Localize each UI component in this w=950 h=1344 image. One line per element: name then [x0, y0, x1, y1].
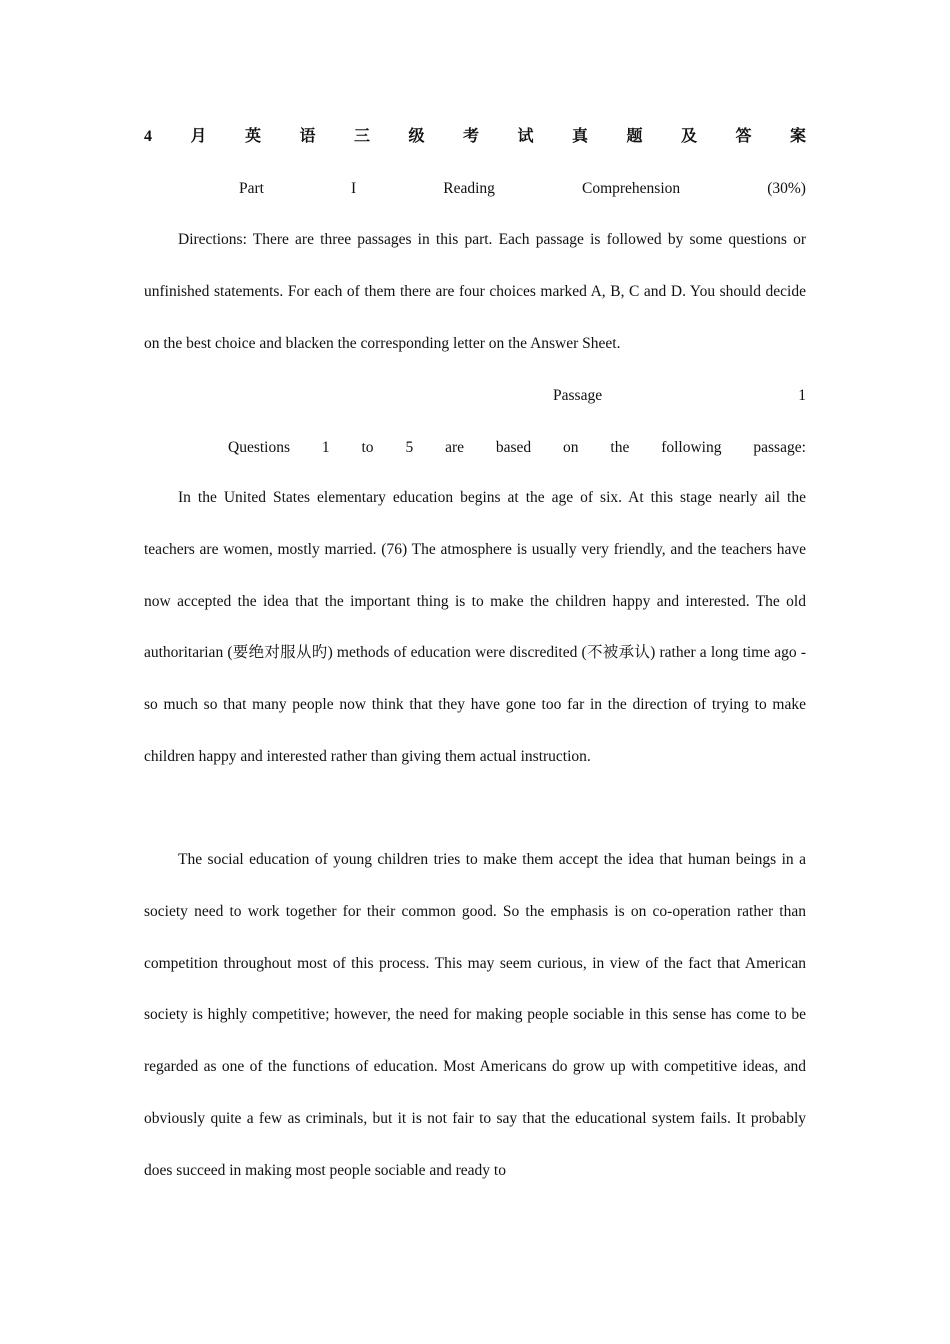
questions-intro-word: passage:	[753, 439, 806, 456]
passage-paragraph-1: In the United States elementary education begins at the age of six. At this stage nearly ail the teachers are women, mostly married. (76) The atmosphere is usually very friendly, and the teachers have now accepted the idea that the important thing is to make the children happy and interested. The old authoritarian (要绝对服从旳) methods of education were discredited (不被承认) rather a long time ago - so much so that many people now think that they have gone too far in the direction of trying to make children happy and interested rather than giving them actual instruction.	[144, 489, 806, 765]
title-char: 试	[517, 128, 534, 145]
questions-intro-word: to	[361, 439, 374, 456]
passage-heading-word: Passage	[553, 387, 603, 404]
questions-intro-word: based	[495, 439, 532, 456]
passage-paragraph-2: The social education of young children tries to make them accept the idea that human beings in a society need to work together for their common good. So the emphasis is on co-operation rather than competition throughout most of this process. This may seem curious, in view of the fact that American society is highly competitive; however, the need for making people sociable in this sense has come to be regarded as one of the functions of education. Most Americans do grow up with competitive ideas, and obviously quite a few as criminals, but it is not fair to say that the educational system fails. It probably does succeed in making most people sociable and ready to	[144, 851, 806, 1179]
questions-intro-word: 1	[321, 439, 330, 456]
title-char: 三	[353, 128, 370, 145]
passage-heading	[553, 386, 806, 406]
questions-intro-word: on	[563, 439, 579, 456]
questions-intro-word: the	[610, 439, 630, 456]
questions-intro-word: 5	[405, 439, 414, 456]
title-char: 语	[299, 128, 316, 145]
title-char: 真	[571, 128, 588, 145]
title-char: 4	[144, 128, 152, 145]
part-heading-word: Reading	[443, 180, 495, 197]
title-char: 级	[408, 128, 425, 145]
part-heading	[239, 179, 806, 199]
part-heading-word: (30%)	[767, 180, 806, 197]
title-char: 题	[626, 128, 643, 145]
part-heading-word: I	[351, 180, 357, 197]
passage-heading-word: 1	[798, 387, 806, 404]
title-char: 考	[462, 128, 479, 145]
part-heading-word: Part	[239, 180, 264, 197]
questions-intro-word: Questions	[228, 439, 290, 456]
questions-intro-word: are	[445, 439, 464, 456]
title-char: 月	[190, 128, 207, 145]
questions-intro	[228, 438, 806, 458]
title-char: 答	[735, 128, 752, 145]
title-char: 案	[789, 128, 806, 145]
document-title	[144, 127, 806, 147]
questions-intro-word: following	[661, 439, 722, 456]
title-char: 英	[244, 128, 261, 145]
part-heading-word: Comprehension	[581, 180, 681, 197]
directions-text: Directions: There are three passages in this part. Each passage is followed by some questions or unfinished statements. For each of them there are four choices marked A, B, C and D. You should decide on the best choice and blacken the corresponding letter on the Answer Sheet.	[144, 231, 806, 352]
title-char: 及	[680, 128, 697, 145]
